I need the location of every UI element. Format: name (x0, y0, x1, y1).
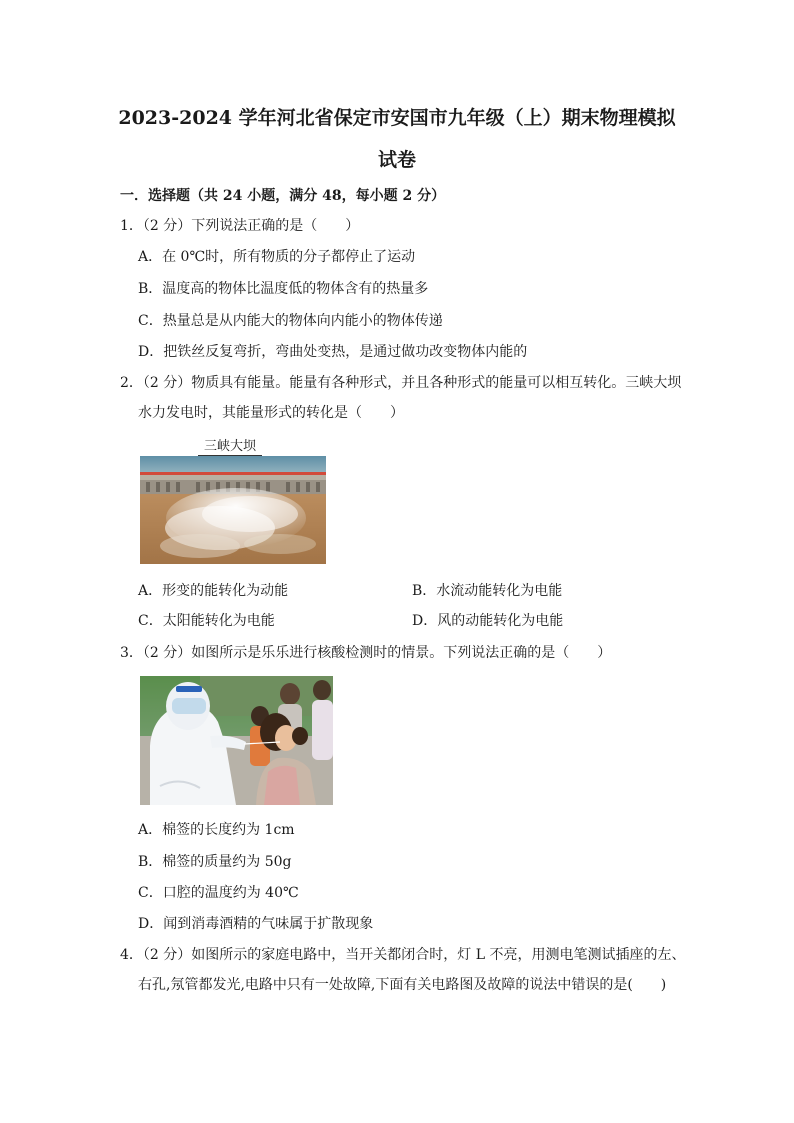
question-2-stem-line-2: 水力发电时，其能量形式的转化是（ ） (138, 405, 404, 421)
question-4-stem-line-2: 右孔,氖管都发光,电路中只有一处故障,下面有关电路图及故障的说法中错误的是( ) (138, 977, 667, 993)
question-3-option-b: B．棉签的质量约为 50g (138, 854, 292, 870)
dam-image-caption: 三峡大坝 (204, 439, 257, 454)
nucleic-acid-test-photo (140, 676, 333, 805)
question-1-stem: 1．（2 分）下列说法正确的是（ ） (120, 218, 360, 234)
section-heading: 一．选择题（共 24 小题，满分 48，每小题 2 分） (120, 188, 446, 204)
question-2-option-d: D．风的动能转化为电能 (412, 613, 564, 629)
question-3-option-c: C．口腔的温度约为 40℃ (138, 885, 299, 901)
question-2-option-a: A．形变的能转化为动能 (138, 583, 289, 599)
question-3-stem: 3．（2 分）如图所示是乐乐进行核酸检测时的情景。下列说法正确的是（ ） (120, 645, 612, 661)
question-2-option-c: C．太阳能转化为电能 (138, 613, 275, 629)
three-gorges-dam-photo (140, 456, 326, 564)
question-1-option-a: A．在 0℃时，所有物质的分子都停止了运动 (138, 249, 416, 265)
question-1-option-c: C．热量总是从内能大的物体向内能小的物体传递 (138, 313, 443, 329)
question-4-stem-line-1: 4．（2 分）如图所示的家庭电路中，当开关都闭合时，灯 L 不亮，用测电笔测试插座的左、 (120, 947, 686, 963)
question-2-option-b: B．水流动能转化为电能 (412, 583, 563, 599)
question-3-option-d: D．闻到消毒酒精的气味属于扩散现象 (138, 916, 374, 932)
exam-title-line-2: 试卷 (377, 149, 416, 171)
question-3-option-a: A．棉签的长度约为 1cm (138, 822, 295, 838)
question-1-option-d: D．把铁丝反复弯折，弯曲处变热，是通过做功改变物体内能的 (138, 344, 528, 360)
exam-title-line-1: 2023-2024 学年河北省保定市安国市九年级（上）期末物理模拟 (118, 107, 676, 129)
question-2-stem-line-1: 2．（2 分）物质具有能量。能量有各种形式，并且各种形式的能量可以相互转化。三峡大坝 (120, 375, 682, 391)
question-1-option-b: B．温度高的物体比温度低的物体含有的热量多 (138, 281, 429, 297)
